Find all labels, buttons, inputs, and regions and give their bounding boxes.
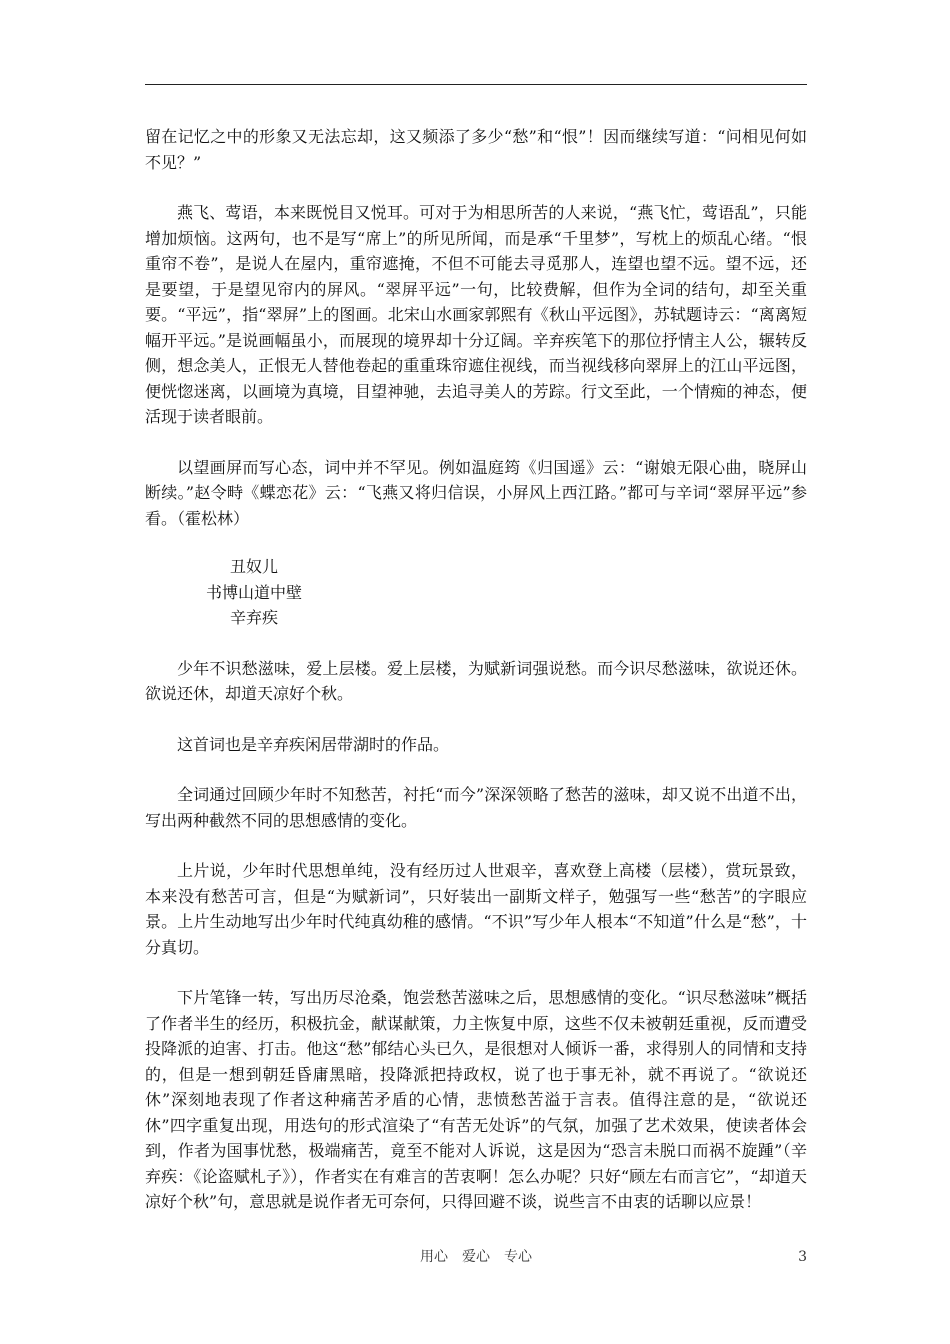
document-body xyxy=(145,124,807,1240)
poem-text: 少年不识愁滋味，爱上层楼。爱上层楼，为赋新词强说愁。而今识尽愁滋味，欲说还休。欲说还休，却道天凉好个秋。 xyxy=(145,658,807,703)
paragraph: 上片说，少年时代思想单纯，没有经历过人世艰辛，喜欢登上高楼（层楼），赏玩景致，本来没有愁苦可言，但是“为赋新词”，只好装出一副斯文样子，勉强写一些“愁苦”的字眼应景。上片生动地写出少年时代纯真幼稚的感情。“不识”写少年人根本“不知道”什么是“愁”，十分真切。 xyxy=(145,861,807,957)
paragraph: 燕飞、莺语，本来既悦目又悦耳。可对于为相思所苦的人来说，“燕飞忙，莺语乱”，只能增加烦恼。这两句，也不是写“席上”的所见所闻，而是承“千里梦”，写枕上的烦乱心绪。“恨重帘不卷”，是说人在屋内，重帘遮掩，不但不可能去寻觅那人，连望也望不远。望不远，还是要望，于是望见帘内的屏风。“翠屏平远”一句，比较费解，但作为全词的结句，却至关重要。“平远”，指“翠屏”上的图画。北宋山水画家郭熙有《秋山平远图》，苏轼题诗云：“离离短幅开平远。”是说画幅虽小，而展现的境界却十分辽阔。辛弃疾笔下的那位抒情主人公，辗转反侧，想念美人，正恨无人替他卷起的重重珠帘遮住视线，而当视线移向翠屏上的江山平远图，便恍惚迷离，以画境为真境，目望神驰，去追寻美人的芳踪。行文至此，一个情痴的神态，便活现于读者眼前。 xyxy=(145,203,807,426)
page-footer xyxy=(145,1246,807,1268)
poem-heading xyxy=(145,554,807,631)
paragraph-continuation: 留在记忆之中的形象又无法忘却，这又频添了多少“愁”和“恨”！因而继续写道：“问相见何如不见？” xyxy=(145,127,807,172)
footer-motto: 用心 爱心 专心 xyxy=(420,1249,532,1265)
paragraph: 全词通过回顾少年时不知愁苦，衬托“而今”深深领略了愁苦的滋味，却又说不出道不出，写出两种截然不同的思想感情的变化。 xyxy=(145,785,807,830)
poem-author: 辛弃疾 xyxy=(230,608,279,627)
header-rule xyxy=(145,84,807,85)
paragraph: 以望画屏而写心态，词中并不罕见。例如温庭筠《归国遥》云：“谢娘无限心曲，晓屏山断续。”赵令畤《蝶恋花》云：“飞燕又将归信误，小屏风上西江路。”都可与辛词“翠屏平远”参看。（霍松林） xyxy=(145,457,807,528)
poem-subtitle: 书博山道中壁 xyxy=(206,582,303,602)
poem-tune-title: 丑奴儿 xyxy=(230,557,279,576)
page-number: 3 xyxy=(798,1249,807,1265)
paragraph: 下片笔锋一转，写出历尽沧桑，饱尝愁苦滋味之后，思想感情的变化。“识尽愁滋味”概括了作者半生的经历，积极抗金，献谋献策，力主恢复中原，这些不仅未被朝廷重视，反而遭受投降派的迫害、打击。他这“愁”郁结心头已久，是很想对人倾诉一番，求得别人的同情和支持的，但是一想到朝廷昏庸黑暗，投降派把持政权，说了也于事无补，就不再说了。“欲说还休”深刻地表现了作者这种痛苦矛盾的心情，悲愤愁苦溢于言表。值得注意的是，“欲说还休”四字重复出现，用迭句的形式渲染了“有苦无处诉”的气氛，加强了艺术效果，使读者体会到，作者为国事忧愁，极端痛苦，竟至不能对人诉说，这是因为“恐言未脱口而祸不旋踵”（辛弃疾：《论盗赋札子》），作者实在有难言的苦衷啊！怎么办呢？只好“顾左右而言它”，“却道天凉好个秋”句，意思就是说作者无可奈何，只得回避不谈，说些言不由衷的话聊以应景！ xyxy=(145,988,807,1211)
paragraph: 这首词也是辛弃疾闲居带湖时的作品。 xyxy=(177,734,450,754)
